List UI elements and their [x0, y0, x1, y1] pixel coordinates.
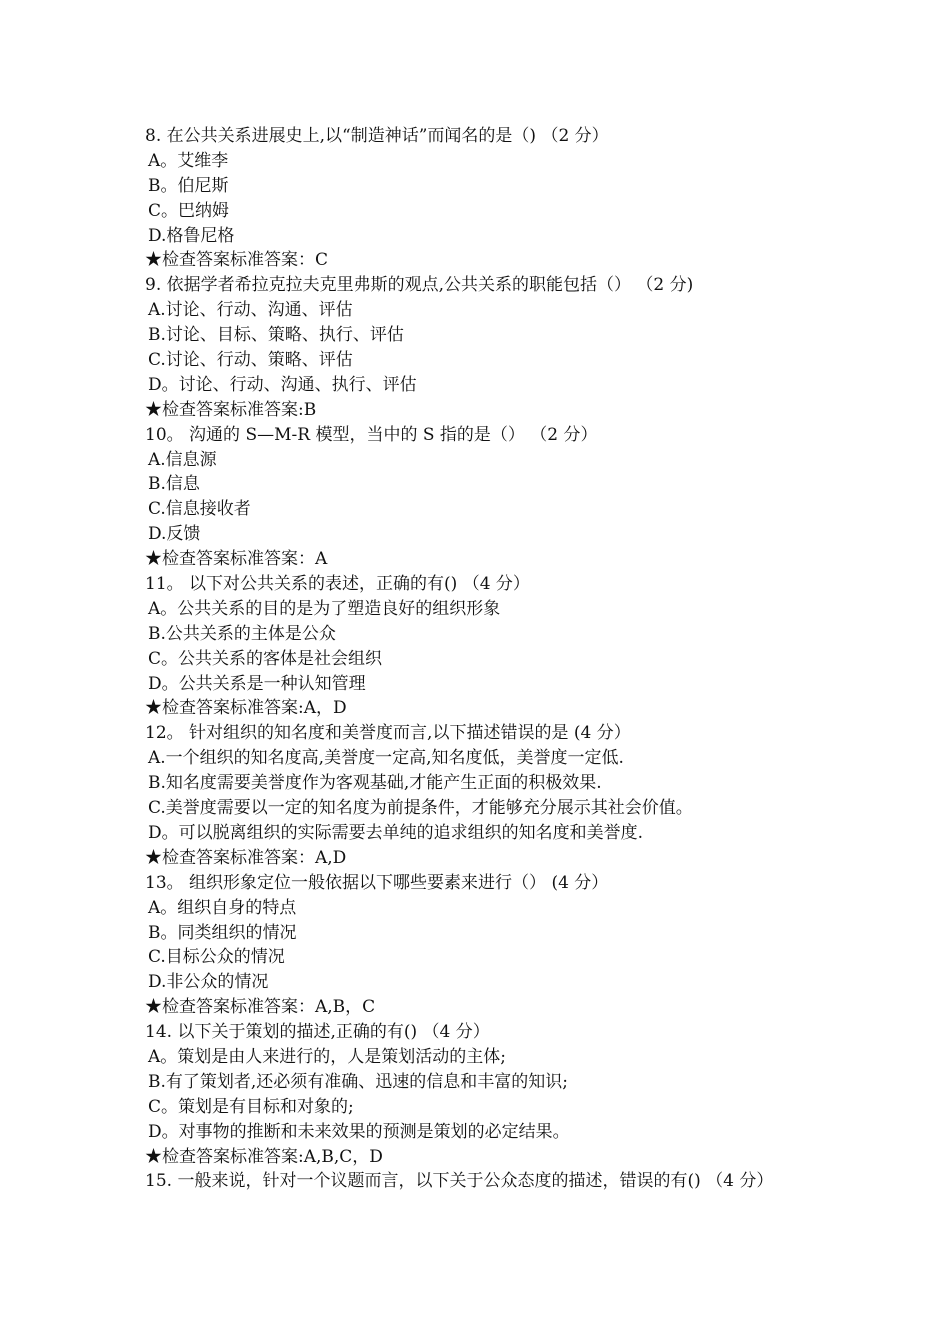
- question-text: 14. 以下关于策划的描述,正确的有() （4 分）: [145, 1022, 490, 1043]
- answer-option: C。公共关系的客体是社会组织: [148, 648, 383, 669]
- answer-option: D.反馈: [148, 524, 201, 545]
- answer-key: ★检查答案标准答案:A,B,C，D: [145, 1146, 383, 1167]
- answer-key: ★检查答案标准答案:A，D: [145, 698, 347, 719]
- answer-option: A.信息源: [148, 449, 217, 470]
- question-text: 10。 沟通的 S—M-R 模型，当中的 S 指的是（） （2 分）: [145, 424, 598, 445]
- answer-option: D。对事物的推断和未来效果的预测是策划的必定结果。: [148, 1121, 570, 1142]
- answer-option: B.信息: [148, 474, 200, 495]
- answer-option: B。伯尼斯: [148, 175, 229, 196]
- answer-option: C.讨论、行动、策略、评估: [148, 350, 353, 371]
- question-text: 11。 以下对公共关系的表述，正确的有() （4 分）: [145, 574, 530, 595]
- question-text: 13。 组织形象定位一般依据以下哪些要素来进行（） (4 分）: [145, 872, 609, 893]
- answer-key: ★检查答案标准答案：C: [145, 250, 329, 271]
- answer-option: D。讨论、行动、沟通、执行、评估: [148, 374, 417, 395]
- question-text: 9. 依据学者希拉克拉夫克里弗斯的观点,公共关系的职能包括（） （2 分): [145, 275, 694, 296]
- answer-key: ★检查答案标准答案：A,B，C: [145, 997, 376, 1018]
- answer-option: A。策划是由人来进行的，人是策划活动的主体;: [148, 1046, 507, 1067]
- answer-key: ★检查答案标准答案：A,D: [145, 847, 347, 868]
- answer-option: D.非公众的情况: [148, 972, 269, 993]
- answer-option: A.讨论、行动、沟通、评估: [148, 300, 353, 321]
- answer-option: C。策划是有目标和对象的;: [148, 1096, 354, 1117]
- answer-option: B。同类组织的情况: [148, 922, 297, 943]
- document-body: [145, 124, 815, 1194]
- answer-option: A。公共关系的目的是为了塑造良好的组织形象: [148, 598, 501, 619]
- answer-option: C.美誉度需要以一定的知名度为前提条件，才能够充分展示其社会价值。: [148, 798, 693, 819]
- question-text: 12。 针对组织的知名度和美誉度而言,以下描述错误的是 (4 分）: [145, 723, 631, 744]
- answer-key: ★检查答案标准答案:B: [145, 399, 317, 420]
- answer-option: C。巴纳姆: [148, 200, 230, 221]
- answer-option: A。艾维李: [148, 150, 229, 171]
- answer-option: D.格鲁尼格: [148, 225, 235, 246]
- question-text: 15. 一般来说，针对一个议题而言，以下关于公众态度的描述，错误的有() （4 分）: [145, 1171, 774, 1192]
- answer-option: B.讨论、目标、策略、执行、评估: [148, 325, 404, 346]
- answer-option: D。可以脱离组织的实际需要去单纯的追求组织的知名度和美誉度.: [148, 822, 644, 843]
- answer-key: ★检查答案标准答案：A: [145, 549, 328, 570]
- question-text: 8. 在公共关系进展史上,以“制造神话”而闻名的是（) （2 分）: [145, 126, 609, 146]
- answer-option: A.一个组织的知名度高,美誉度一定高,知名度低，美誉度一定低.: [148, 748, 624, 769]
- answer-option: D。公共关系是一种认知管理: [148, 673, 366, 694]
- answer-option: B.公共关系的主体是公众: [148, 623, 336, 644]
- answer-option: B.知名度需要美誉度作为客观基础,才能产生正面的积极效果.: [148, 773, 602, 794]
- answer-option: C.信息接收者: [148, 499, 251, 520]
- answer-option: C.目标公众的情况: [148, 947, 285, 968]
- answer-option: A。组织自身的特点: [148, 897, 297, 918]
- answer-option: B.有了策划者,还必须有准确、迅速的信息和丰富的知识;: [148, 1071, 569, 1092]
